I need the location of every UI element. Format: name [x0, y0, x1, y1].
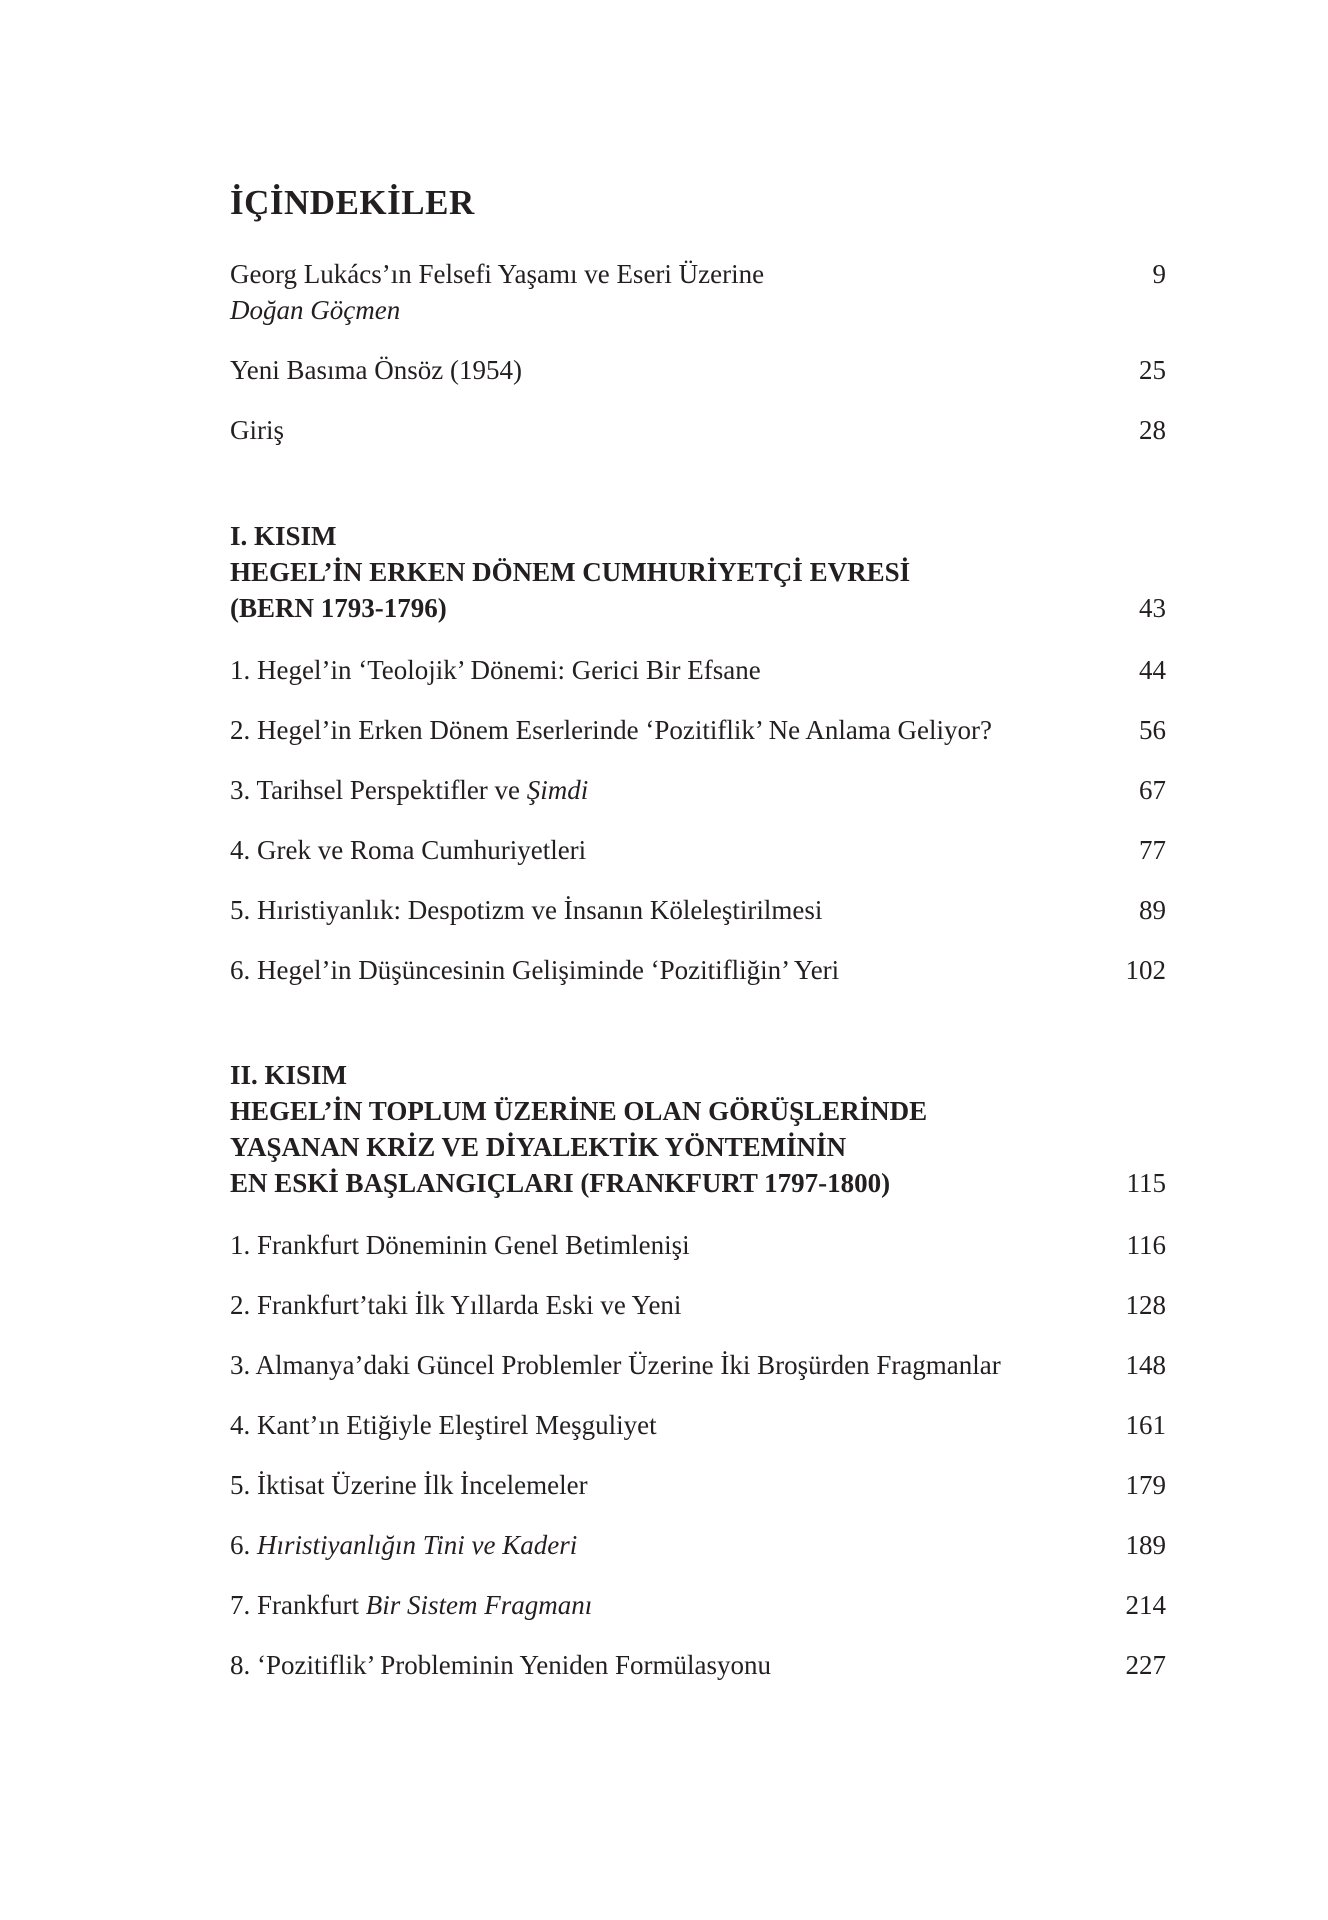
- toc-chapter[interactable]: [230, 1407, 1166, 1443]
- chapter-page: 102: [1125, 955, 1166, 985]
- part-title: HEGEL’İN TOPLUM ÜZERİNE OLAN GÖRÜŞLERİNDE: [230, 1096, 928, 1126]
- chapter-title: 2. Hegel’in Erken Dönem Eserlerinde ‘Pozitiflik’ Ne Anlama Geliyor?: [230, 715, 992, 745]
- toc-entry-preface[interactable]: [230, 352, 1166, 388]
- toc-chapter[interactable]: [230, 772, 1166, 808]
- chapter-page: 214: [1125, 1590, 1166, 1620]
- toc-entry-introduction[interactable]: [230, 412, 1166, 448]
- chapter-page: 89: [1139, 895, 1166, 925]
- part-title: (BERN 1793-1796): [230, 593, 447, 623]
- chapter-title: 1. Hegel’in ‘Teolojik’ Dönemi: Gerici Bir Efsane: [230, 655, 761, 685]
- chapter-page: 189: [1125, 1530, 1166, 1560]
- chapter-title: 8. ‘Pozitiflik’ Probleminin Yeniden Formülasyonu: [230, 1650, 771, 1680]
- page-title: İÇİNDEKİLER: [230, 183, 475, 222]
- chapter-title-italic: Şimdi: [526, 775, 589, 805]
- part-page: 115: [1126, 1168, 1166, 1198]
- part-title: HEGEL’İN ERKEN DÖNEM CUMHURİYETÇİ EVRESİ: [230, 557, 911, 587]
- part-title: EN ESKİ BAŞLANGIÇLARI (FRANKFURT 1797-1800): [230, 1168, 891, 1198]
- entry-page: 9: [1152, 259, 1166, 289]
- part-heading-2[interactable]: [230, 1057, 1166, 1201]
- chapter-page: 116: [1126, 1230, 1166, 1260]
- chapter-title: 1. Frankfurt Döneminin Genel Betimlenişi: [230, 1230, 690, 1260]
- chapter-title: [230, 772, 1166, 808]
- entry-page: 25: [1139, 355, 1166, 385]
- chapter-page: 77: [1139, 835, 1166, 865]
- toc-chapter[interactable]: [230, 1647, 1166, 1683]
- toc-chapter[interactable]: [230, 1227, 1166, 1263]
- toc-entry-foreword[interactable]: [230, 256, 1166, 328]
- chapter-title-text: 3. Tarihsel Perspektifler ve: [230, 775, 527, 805]
- toc-page: [230, 0, 1166, 1920]
- entry-title: Giriş: [230, 415, 284, 445]
- part-heading-1[interactable]: [230, 518, 1166, 626]
- chapter-title: [230, 1587, 1166, 1623]
- chapter-page: 161: [1125, 1410, 1166, 1440]
- chapter-title: 3. Almanya’daki Güncel Problemler Üzerine İki Broşürden Fragmanlar: [230, 1350, 1001, 1380]
- entry-title: Georg Lukács’ın Felsefi Yaşamı ve Eseri Üzerine: [230, 259, 765, 289]
- toc-chapter[interactable]: [230, 1527, 1166, 1563]
- chapter-page: 56: [1139, 715, 1166, 745]
- chapter-page: 227: [1125, 1650, 1166, 1680]
- chapter-page: 67: [1139, 775, 1166, 805]
- chapter-page: 44: [1139, 655, 1166, 685]
- toc-chapter[interactable]: [230, 712, 1166, 748]
- toc-chapter[interactable]: [230, 832, 1166, 868]
- toc-chapter[interactable]: [230, 1587, 1166, 1623]
- toc-chapter[interactable]: [230, 1287, 1166, 1323]
- part-label: I. KISIM: [230, 521, 337, 551]
- toc-chapter[interactable]: [230, 952, 1166, 988]
- entry-title: Yeni Basıma Önsöz (1954): [230, 355, 522, 385]
- entry-page: 28: [1139, 415, 1166, 445]
- chapter-page: 128: [1125, 1290, 1166, 1320]
- part-label: II. KISIM: [230, 1060, 348, 1090]
- chapter-title: 5. İktisat Üzerine İlk İncelemeler: [230, 1470, 588, 1500]
- chapter-title-text: 7. Frankfurt: [230, 1590, 366, 1620]
- chapter-page: 179: [1125, 1470, 1166, 1500]
- toc-chapter[interactable]: [230, 892, 1166, 928]
- chapter-title: 4. Kant’ın Etiğiyle Eleştirel Meşguliyet: [230, 1410, 657, 1440]
- entry-author: Doğan Göçmen: [230, 295, 401, 325]
- toc-chapter[interactable]: [230, 1347, 1166, 1383]
- chapter-title: 4. Grek ve Roma Cumhuriyetleri: [230, 835, 587, 865]
- toc-chapter[interactable]: [230, 1467, 1166, 1503]
- chapter-title-italic: Hıristiyanlığın Tini ve Kaderi: [257, 1530, 578, 1560]
- chapter-title: 5. Hıristiyanlık: Despotizm ve İnsanın Köleleştirilmesi: [230, 895, 823, 925]
- chapter-title: [230, 1527, 1166, 1563]
- chapter-title: 2. Frankfurt’taki İlk Yıllarda Eski ve Yeni: [230, 1290, 682, 1320]
- part-page: 43: [1139, 593, 1166, 623]
- chapter-title: 6. Hegel’in Düşüncesinin Gelişiminde ‘Pozitifliğin’ Yeri: [230, 955, 840, 985]
- part-title: YAŞANAN KRİZ VE DİYALEKTİK YÖNTEMİNİN: [230, 1132, 847, 1162]
- chapter-title-italic: Bir Sistem Fragmanı: [365, 1590, 593, 1620]
- chapter-title-text: 6.: [230, 1530, 257, 1560]
- toc-chapter[interactable]: [230, 652, 1166, 688]
- chapter-page: 148: [1125, 1350, 1166, 1380]
